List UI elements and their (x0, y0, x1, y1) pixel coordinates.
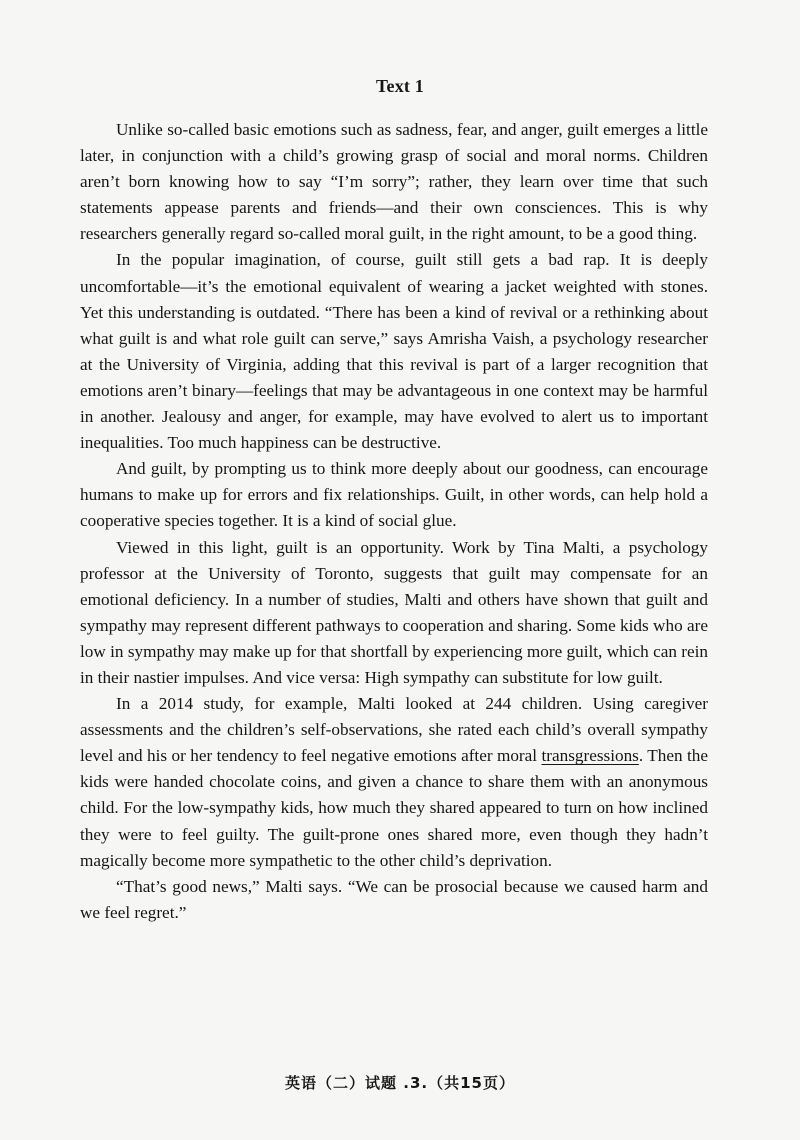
paragraph-5 (80, 691, 708, 874)
paragraph-5-start: In a 2014 study, for example, Malti looked at 244 children. Using caregiver assessments and the children’s self-observations, she rated each child’s overall sympathy level and his or her tendency to feel negative emotions after moral (80, 694, 708, 766)
passage-body (80, 117, 708, 926)
underlined-word: transgressions (541, 746, 639, 766)
paragraph-2: In the popular imagination, of course, guilt still gets a bad rap. It is deeply uncomfortable—it’s the emotional equivalent of wearing a jacket weighted with stones. Yet this understanding is outdated. “There has been a kind of revival or a rethinking about what guilt is and what role guilt can serve,” says Amrisha Vaish, a psychology researcher at the University of Virginia, adding that this revival is part of a larger recognition that emotions aren’t binary—feelings that may be advantageous in one context may be harmful in another. Jealousy and anger, for example, may have evolved to alert us to important inequalities. Too much happiness can be destructive. (80, 250, 708, 453)
paragraph-6: “That’s good news,” Malti says. “We can be prosocial because we caused harm and we feel regret.” (80, 876, 708, 922)
paragraph-3: And guilt, by prompting us to think more deeply about our goodness, can encourage humans to make up for errors and fix relationships. Guilt, in other words, can help hold a cooperative species together. It is a kind of social glue. (80, 459, 708, 531)
passage-title: Text 1 (375, 76, 425, 96)
paragraph-1: Unlike so-called basic emotions such as sadness, fear, and anger, guilt emerges a little later, in conjunction with a child’s growing grasp of social and moral norms. Children aren’t born knowing how to say “I’m sorry”; rather, they learn over time that such statements appease parents and friends—and their own consciences. This is why researchers generally regard so-called moral guilt, in the right amount, to be a good thing. (80, 120, 708, 244)
paragraph-4: Viewed in this light, guilt is an opportunity. Work by Tina Malti, a psychology professor at the University of Toronto, suggests that guilt may compensate for an emotional deficiency. In a number of studies, Malti and others have shown that guilt and sympathy may represent different pathways to cooperation and sharing. Some kids who are low in sympathy may make up for that shortfall by experiencing more guilt, which can rein in their nastier impulses. And vice versa: High sympathy can substitute for low guilt. (80, 537, 708, 687)
page-footer: 英语（二）试题 .3.（共15页） (285, 1074, 515, 1092)
paragraph-5-end: . Then the kids were handed chocolate coins, and given a chance to share them with an anonymous child. For the low-sympathy kids, how much they shared appeared to turn on how inclined they were to feel guilty. The guilt-prone ones shared more, even though they hadn’t magically become more sympathetic to the other child’s deprivation. (80, 746, 708, 870)
